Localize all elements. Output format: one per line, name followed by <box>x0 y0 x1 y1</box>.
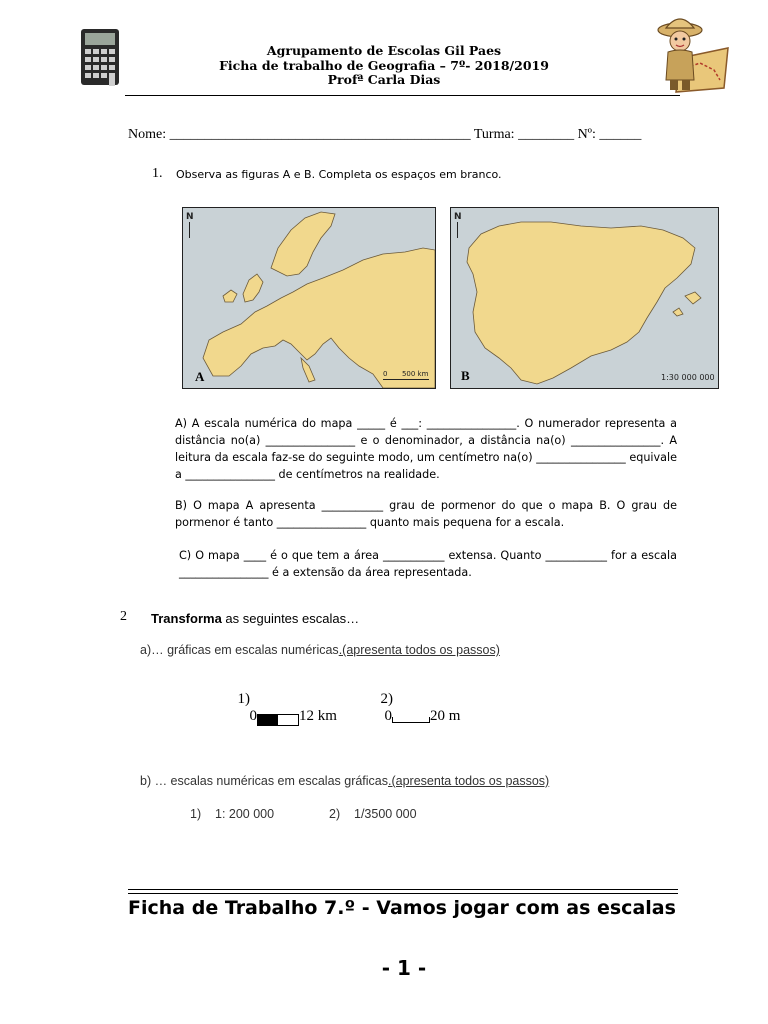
teacher-name: Profª Carla Dias <box>327 72 441 87</box>
school-name: Agrupamento de Escolas Gil Paes <box>266 43 502 58</box>
part-a-underlined: .(apresenta todos os passos) <box>338 643 500 657</box>
student-info-line[interactable]: Nome: ___________________________________________ Turma: ________ Nº: ______ <box>128 127 642 142</box>
map-a-scale-bar <box>383 370 429 380</box>
question-1-number: 1. <box>152 166 163 181</box>
scale-1-value: 12 km <box>299 708 337 724</box>
paragraph-c: C) O mapa ____ é o que tem a área ___________ extensa. Quanto ___________ for a escala ________________ é a extensão da área representada. <box>179 549 677 579</box>
map-a-scale-zero: 0 <box>383 370 388 378</box>
map-b-scale-label: 1:30 000 000 <box>661 373 715 382</box>
scale-2-bar <box>392 717 430 723</box>
map-a-europe <box>182 207 436 389</box>
question-2-title <box>151 611 359 626</box>
map-a-letter: A <box>195 369 205 384</box>
scale-2-zero: 0 <box>384 708 392 724</box>
part-b-item-1: 1) 1: 200 000 <box>190 807 275 821</box>
part-b-prefix: b) … escalas numéricas em escalas gráficas <box>140 774 389 788</box>
scale-2-label: 2) <box>380 691 393 707</box>
graphic-scale-2 <box>373 674 460 725</box>
north-label: N <box>454 212 462 222</box>
footer-divider-top <box>128 889 678 890</box>
map-a-scale-label: 500 km <box>401 370 429 378</box>
north-arrow-icon <box>454 212 462 238</box>
question-2-number: 2 <box>120 609 127 624</box>
page-number: - 1 - <box>381 956 427 980</box>
north-arrow-icon <box>186 212 194 238</box>
header-divider <box>125 95 680 96</box>
question-2-title-rest: as seguintes escalas… <box>221 611 360 626</box>
part-a-prefix: a)… gráficas em escalas numéricas <box>140 643 339 657</box>
map-b-letter: B <box>461 368 470 383</box>
document-header <box>0 44 768 88</box>
map-b-iberia <box>450 207 719 389</box>
scale-1-zero: 0 <box>249 708 257 724</box>
question-2-title-bold: Transforma <box>151 611 222 626</box>
footer-divider-bottom <box>128 893 678 894</box>
question-1-instruction: Observa as figuras A e B. Completa os espaços em branco. <box>176 168 502 181</box>
scale-1-label: 1) <box>237 691 250 707</box>
paragraph-a: A) A escala numérica do mapa _____ é ___: ________________. O numerador representa a distância no(a) ________________ e o denominador, a distância na(o) ________________. A leitura da escala faz-se do seguinte modo, um centímetro na(o) ________________ equivale a ________________ de centímetros na realidade. <box>175 417 677 481</box>
paragraph-b: B) O mapa A apresenta ___________ grau de pormenor do que o mapa B. O grau de pormenor é tanto ________________ quanto mais pequena for a escala. <box>175 499 677 529</box>
footer-title: Ficha de Trabalho 7.º - Vamos jogar com as escalas <box>128 897 676 919</box>
part-a-heading <box>140 643 500 657</box>
part-b-heading <box>140 774 549 788</box>
part-b-item-2: 2) 1/3500 000 <box>329 807 417 821</box>
graphic-scale-1 <box>230 674 337 726</box>
north-label: N <box>186 212 194 222</box>
scale-1-bar <box>257 714 299 726</box>
scale-2-value: 20 m <box>430 708 461 724</box>
part-b-underlined: .(apresenta todos os passos) <box>388 774 550 788</box>
worksheet-subtitle: Ficha de trabalho de Geografia – 7º- 2018/2019 <box>219 57 549 73</box>
